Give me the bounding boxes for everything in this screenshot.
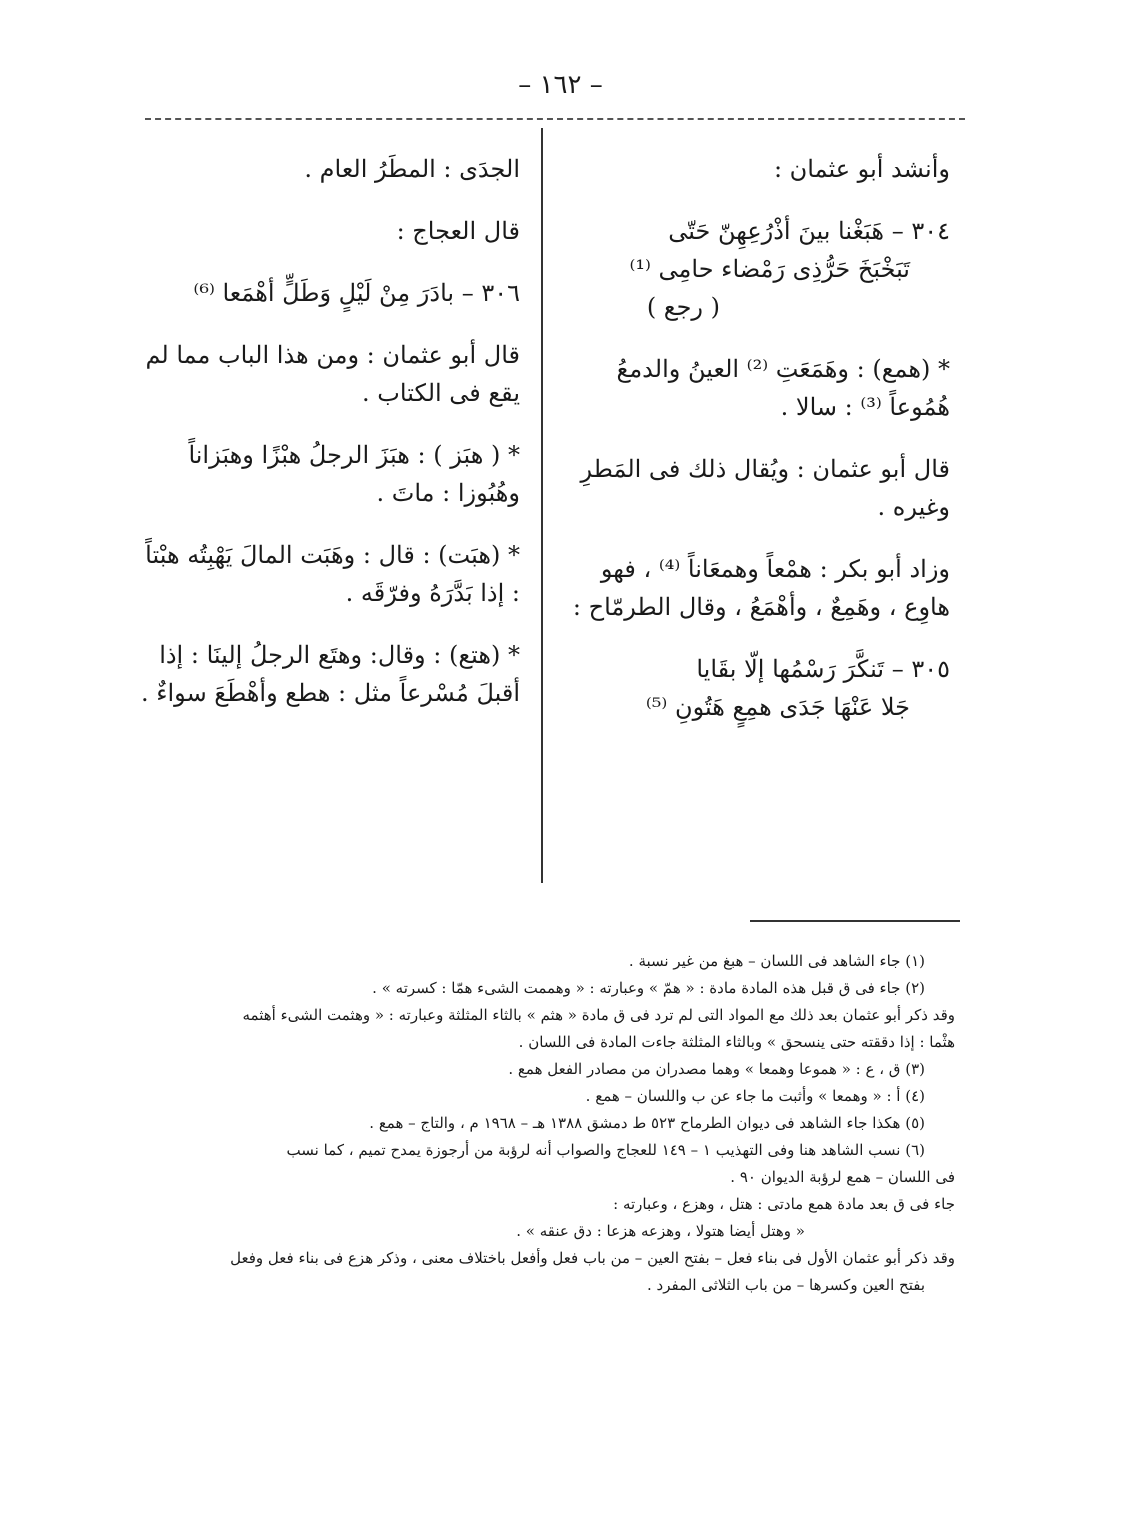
left-column (135, 150, 520, 736)
footnote-extra-2: « وهتل أيضا هتولا ، وهزعه هزعا : دق عنقه » . (516, 1222, 805, 1240)
footnote-extra-1: جاء فى ق بعد مادة همع مادتى : هتل ، وهزع ، وعبارته : (613, 1195, 955, 1213)
paragraph-not-in-book: قال أبو عثمان : ومن هذا الباب مما لم يقع فى الكتاب . (145, 341, 520, 407)
entry-hama: * (همع) : وهَمَعَتِ ⁽²⁾ العينُ والدمعُ هُمُوعاً ⁽³⁾ : سالا . (616, 355, 950, 421)
header-divider (145, 118, 965, 120)
footnote-2-continued: وقد ذكر أبو عثمان بعد ذلك مع المواد التى لم ترد فى ق مادة « هثم » بالثاء المثلثة وعبارته : « وهثمت الشىء أهثمه (242, 1006, 955, 1024)
column-divider (541, 128, 543, 883)
page-number: – ١٦٢ – (518, 70, 603, 100)
footnote-extra-4: بفتح العين وكسرها – من باب الثلاثى المفرد . (647, 1276, 925, 1294)
verse-304 (565, 212, 950, 326)
intro-line: وأنشد أبو عثمان : (773, 155, 950, 183)
footnote-6: (٦) نسب الشاهد هنا وفى التهذيب ١ – ١٤٩ للعجاج والصواب أنه لرؤبة من أرجوزة يمدح تميم ، كما نسب (286, 1141, 925, 1159)
verse-305 (565, 650, 950, 726)
entry-habata: * (هبَت) : قال : وهَبَت المالَ يَهْبِتُه هبْتاً : إذا بَدَّرَهُ وفرّقَه . (145, 541, 520, 607)
entry-habaza: * ( هبَز ) : هبَزَ الرجلُ هبْزًا وهبَزاناً وهُبُوزا : ماتَ . (188, 441, 520, 507)
footnote-1: (١) جاء الشاهد فى اللسان – هبغ من غير نسبة . (628, 952, 925, 970)
verse-304-second-hemistich: تَبَخْبَخَ حَرُّذِى رَمْضاء حامِى ⁽¹⁾ (629, 255, 910, 283)
paragraph-abu-bakr: وزاد أبو بكر : همْعاً وهمعَاناً ⁽⁴⁾ ، فهو هاوِع ، وهَمِعٌ ، وأهْمَعُ ، وقال الطرمّاح : (572, 555, 950, 621)
footnote-5: (٥) هكذا جاء الشاهد فى ديوان الطرماح ٥٢٣ ط دمشق ١٣٨٨ هـ – ١٩٦٨ م ، والتاج – همع . (369, 1114, 925, 1132)
footnote-6-continued: فى اللسان – همع لرؤبة الديوان ٩٠ . (730, 1168, 955, 1186)
footnotes (135, 948, 955, 1299)
verse-306: ٣٠٦ – بادَرَ مِنْ لَيْلٍ وَطَلٍّ أهْمَعا ⁽⁶⁾ (193, 279, 520, 307)
paragraph-abu-uthman: قال أبو عثمان : ويُقال ذلك فى المَطرِ وغيره . (580, 455, 950, 521)
attribution-ajjaj: قال العجاج : (396, 217, 520, 245)
footnote-4: (٤) أ : « وهمعا » وأثبت ما جاء عن ب واللسان – همع . (585, 1087, 925, 1105)
verse-305-first-hemistich: ٣٠٥ – تَنكَّرَ رَسْمُها إلّا بقَايا (696, 655, 950, 683)
verse-304-first-hemistich: ٣٠٤ – هَبَغْنا بينَ أذْرُعِهِنّ حَتّى (668, 217, 950, 245)
definition-jada: الجدَى : المطَرُ العام . (304, 155, 520, 183)
footnote-2-continued-2: هثْما : إذا دققته حتى ينسحق » وبالثاء المثلثة جاءت المادة فى اللسان . (518, 1033, 955, 1051)
entry-hata: * (هتع) : وقال: وهتَع الرجلُ إلينَا : إذا أقبلَ مُسْرعاً مثل : هطع وأهْطَعَ سواءٌ . (140, 641, 520, 707)
footnote-3: (٣) ق ، ع : « هموعا وهمعا » وهما مصدران من مصادر الفعل همع . (508, 1060, 925, 1078)
footnote-2: (٢) جاء فى ق قبل هذه المادة مادة : « همّ » وعبارته : « وهممت الشىء همّا : كسرته » . (372, 979, 925, 997)
footnote-divider (750, 920, 960, 922)
right-column (565, 150, 950, 750)
root-reference: ( رجع ) (646, 293, 720, 321)
footnote-extra-3: وقد ذكر أبو عثمان الأول فى بناء فعل – بفتح العين – من باب فعل وأفعل باختلاف معنى ، وذكر هزع فى بناء فعل وفعل (230, 1249, 955, 1267)
verse-305-second-hemistich: جَلا عَنْهَا جَدَى همِعٍ هَتُونِ ⁽⁵⁾ (645, 693, 910, 721)
